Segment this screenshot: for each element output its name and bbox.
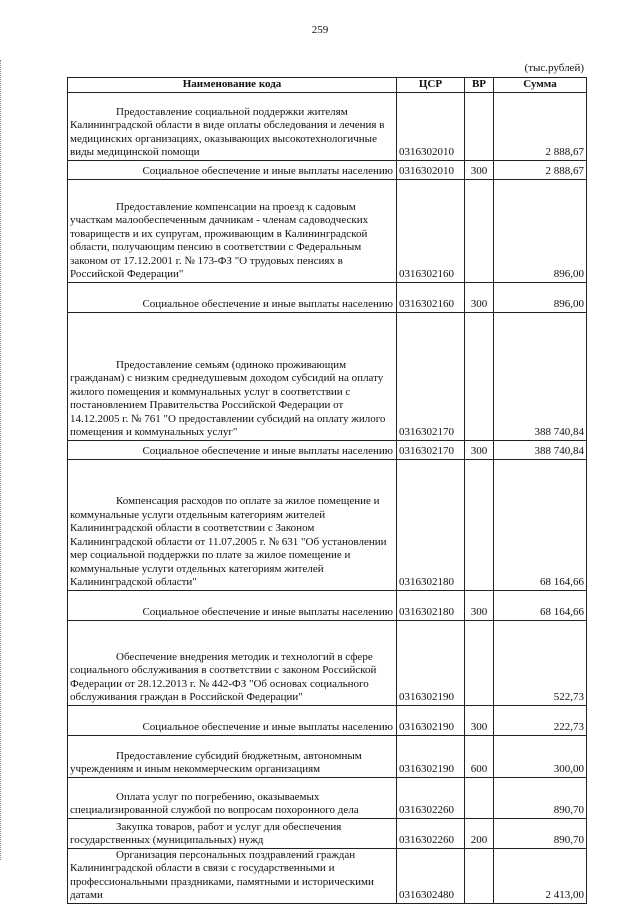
row-sum: 522,73	[494, 620, 587, 705]
table-row	[68, 440, 587, 459]
row-vr: 200	[465, 818, 494, 848]
table-row	[68, 160, 587, 179]
table-row	[68, 92, 587, 160]
row-name-text: Социальное обеспечение и иные выплаты населению	[142, 165, 393, 177]
row-name-text: Социальное обеспечение и иные выплаты населению	[142, 606, 393, 618]
row-csr: 0316302180	[397, 590, 465, 620]
table-row	[68, 735, 587, 777]
row-name	[68, 590, 397, 620]
units-label: (тыс.рублей)	[524, 62, 584, 74]
row-vr: 600	[465, 735, 494, 777]
row-name-text: Закупка товаров, работ и услуг для обеспечения государственных (муниципальных) нужд	[70, 820, 342, 846]
table-row	[68, 777, 587, 818]
row-sum: 890,70	[494, 777, 587, 818]
header-sum: Сумма	[494, 78, 587, 93]
table-row	[68, 590, 587, 620]
row-name	[68, 179, 397, 282]
row-name-text: Социальное обеспечение и иные выплаты населению	[142, 298, 393, 310]
row-name	[68, 705, 397, 735]
row-csr: 0316302190	[397, 620, 465, 705]
header-name: Наименование кода	[68, 78, 397, 93]
row-csr: 0316302160	[397, 282, 465, 312]
row-name	[68, 620, 397, 705]
row-csr: 0316302180	[397, 459, 465, 590]
row-csr: 0316302260	[397, 818, 465, 848]
row-name	[68, 440, 397, 459]
table-row	[68, 620, 587, 705]
table-row	[68, 282, 587, 312]
header-csr: ЦСР	[397, 78, 465, 93]
row-sum: 2 888,67	[494, 160, 587, 179]
row-name-text: Предоставление компенсации на проезд к садовым участкам малообеспеченным дачникам - членам садоводческих товариществ и их супругам, проживающим в Калининградской области, получающим пенсию в соответствии с Федеральным законом от 17.12.2001 г. № 173-ФЗ "О трудовых пенсиях в Российской Федерации"	[70, 200, 369, 280]
row-name	[68, 160, 397, 179]
row-name	[68, 735, 397, 777]
row-name-text: Организация персональных поздравлений граждан Калининградской области в связи с государственными и профессиональными праздниками, памятными и историческими датами	[70, 848, 374, 901]
row-name	[68, 848, 397, 903]
budget-table	[67, 77, 587, 904]
row-name	[68, 92, 397, 160]
row-name-text: Социальное обеспечение и иные выплаты населению	[142, 445, 393, 457]
table-row	[68, 848, 587, 903]
row-name-text: Компенсация расходов по оплате за жилое помещение и коммунальные услуги отдельным категориям жителей Калининградской области в соответствии с Законом Калининградской области от 11.07.2005 г. № 631 "Об установлении мер социальной поддержки по плате за жилое помещение и коммунальные услуги отдельных категориям жителей Калининградской области"	[70, 495, 387, 588]
row-csr: 0316302160	[397, 179, 465, 282]
row-csr: 0316302010	[397, 160, 465, 179]
row-name-text: Предоставление социальной поддержки жителям Калининградской области в виде оплаты обследования и лечения в медицинских организациях, оказывающих высокотехнологичные виды медицинской помощи	[70, 105, 385, 158]
page-number: 259	[311, 24, 329, 36]
row-csr: 0316302170	[397, 440, 465, 459]
row-sum: 300,00	[494, 735, 587, 777]
row-sum: 2 888,67	[494, 92, 587, 160]
row-vr: 300	[465, 590, 494, 620]
row-vr	[465, 459, 494, 590]
table-row	[68, 818, 587, 848]
row-vr	[465, 848, 494, 903]
row-csr: 0316302190	[397, 705, 465, 735]
row-name	[68, 777, 397, 818]
row-vr	[465, 777, 494, 818]
row-sum: 2 413,00	[494, 848, 587, 903]
row-csr: 0316302170	[397, 312, 465, 440]
row-vr: 300	[465, 705, 494, 735]
row-sum: 68 164,66	[494, 590, 587, 620]
table-row	[68, 179, 587, 282]
row-csr: 0316302010	[397, 92, 465, 160]
row-sum: 222,73	[494, 705, 587, 735]
row-vr: 300	[465, 440, 494, 459]
row-csr: 0316302190	[397, 735, 465, 777]
row-vr	[465, 92, 494, 160]
row-sum: 896,00	[494, 282, 587, 312]
row-sum: 896,00	[494, 179, 587, 282]
row-name-text: Обеспечение внедрения методик и технологий в сфере социального обслуживания в соответствии с законом Российской Федерации от 28.12.2013 г. № 442-ФЗ "Об основах социального обслуживания граждан в Российской Федерации"	[70, 650, 377, 703]
row-name	[68, 818, 397, 848]
row-sum: 388 740,84	[494, 440, 587, 459]
row-sum: 388 740,84	[494, 312, 587, 440]
row-name-text: Оплата услуг по погребению, оказываемых специализированной службой по вопросам похоронного дела	[70, 790, 359, 816]
row-sum: 890,70	[494, 818, 587, 848]
row-name-text: Социальное обеспечение и иные выплаты населению	[142, 721, 393, 733]
row-name	[68, 459, 397, 590]
table-row	[68, 312, 587, 440]
table-header-row	[68, 78, 587, 93]
row-csr: 0316302260	[397, 777, 465, 818]
row-csr: 0316302480	[397, 848, 465, 903]
row-name	[68, 312, 397, 440]
table-row	[68, 705, 587, 735]
row-vr: 300	[465, 282, 494, 312]
row-vr	[465, 179, 494, 282]
row-name	[68, 282, 397, 312]
row-vr: 300	[465, 160, 494, 179]
header-vr: ВР	[465, 78, 494, 93]
row-vr	[465, 312, 494, 440]
table-body	[68, 92, 587, 903]
binding-edge-marks	[0, 60, 4, 860]
row-vr	[465, 620, 494, 705]
row-name-text: Предоставление субсидий бюджетным, автономным учреждениям и иным некоммерческим организациям	[70, 749, 362, 775]
table-row	[68, 459, 587, 590]
row-sum: 68 164,66	[494, 459, 587, 590]
row-name-text: Предоставление семьям (одиноко проживающим гражданам) с низким среднедушевым доходом субсидий на оплату жилого помещения и коммунальных услуг в соответствии с постановлением Правительства Российской Федерации от 14.12.2005 г. № 761 "О предоставлении субсидий на оплату жилого помещения и коммунальных услуг"	[70, 358, 386, 438]
